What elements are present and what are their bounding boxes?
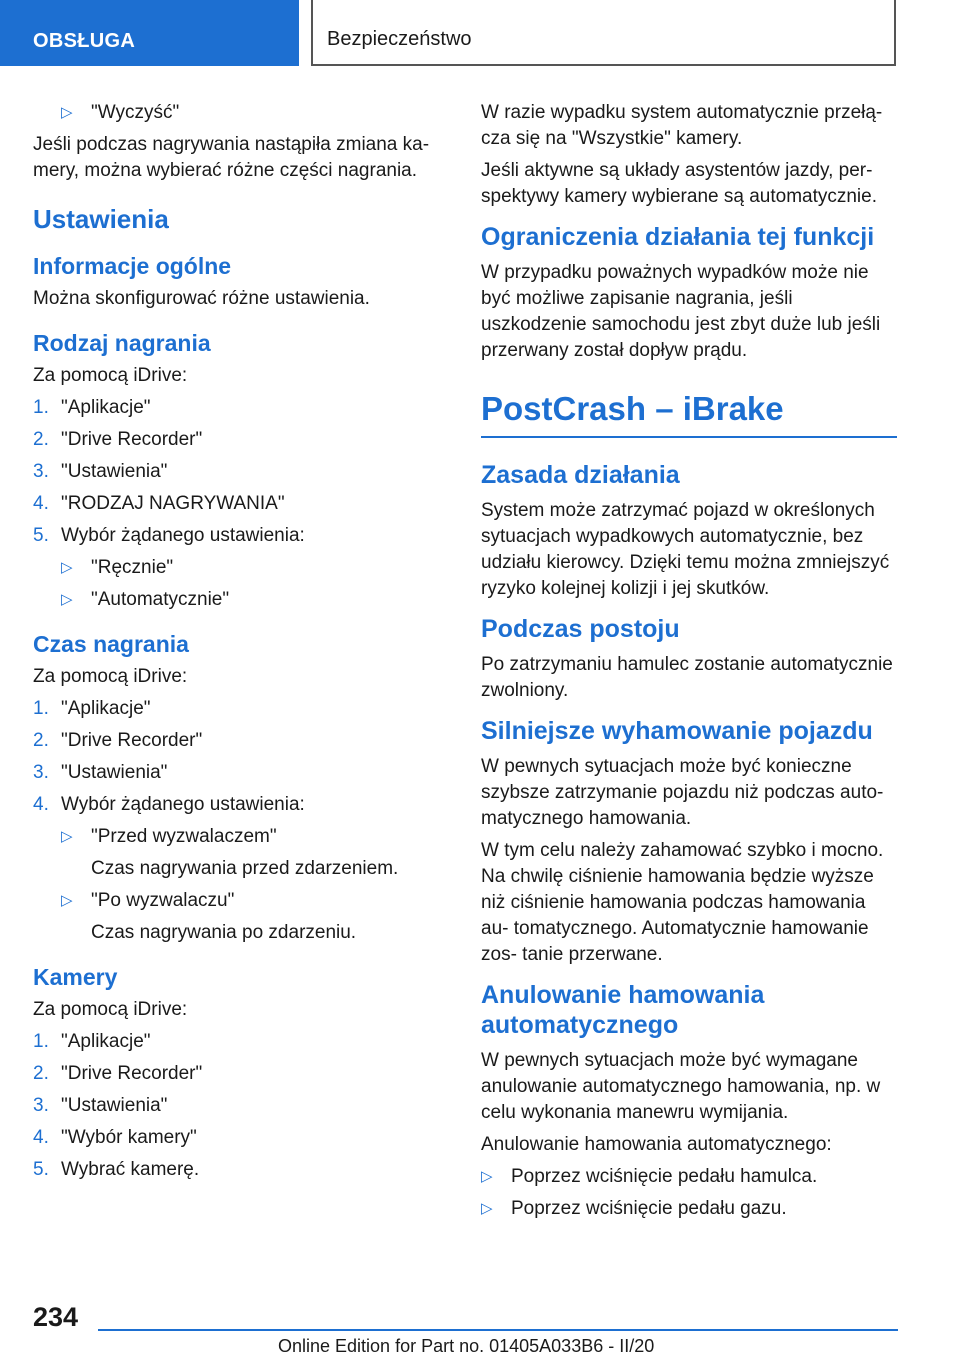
heading-stronger-braking: Silniejsze wyhamowanie pojazdu bbox=[481, 717, 873, 745]
triangle-bullet-icon: ▷ bbox=[61, 559, 73, 576]
paragraph: Jeśli aktywne są układy asystentów jazdy, per- spektywy kamery wybierane są automatycznie. bbox=[481, 160, 877, 207]
option-description: Czas nagrywania po zdarzeniu. bbox=[91, 922, 357, 943]
paragraph: Jeśli podczas nagrywania nastąpiła zmiana ka- mery, można wybierać różne części nagrania. bbox=[33, 134, 430, 181]
list-item: 4. "RODZAJ NAGRYWANIA" bbox=[33, 493, 285, 514]
list-item: ▷ "Wyczyść" bbox=[33, 100, 433, 126]
triangle-bullet-icon: ▷ bbox=[481, 1168, 493, 1185]
page-number: 234 bbox=[33, 1302, 79, 1332]
list-item: 3. "Ustawienia" bbox=[33, 461, 168, 482]
heading-recording-type: Rodzaj nagrania bbox=[33, 330, 211, 356]
list-item: 5. Wybór żądanego ustawienia: bbox=[33, 525, 305, 546]
list-item: 1. "Aplikacje" bbox=[33, 698, 151, 719]
heading-cameras: Kamery bbox=[33, 964, 118, 990]
paragraph: Anulowanie hamowania automatycznego: bbox=[481, 1134, 832, 1155]
paragraph: W tym celu należy zahamować szybko i mocno. Na chwilę ciśnienie hamowania będzie wyższe niż ciśnienie hamowania podczas hamowania au- tomatycznego. Automatycznie hamowanie zos- tanie przerwane. bbox=[481, 840, 884, 965]
triangle-bullet-icon: ▷ bbox=[61, 828, 73, 845]
heading-postcrash: PostCrash – iBrake bbox=[481, 390, 897, 438]
heading-general: Informacje ogólne bbox=[33, 253, 232, 279]
chapter-tab bbox=[311, 0, 896, 66]
list-item: 1. "Aplikacje" bbox=[33, 1031, 151, 1052]
list-item: 2. "Drive Recorder" bbox=[33, 429, 203, 450]
page-header bbox=[0, 0, 960, 66]
paragraph: W przypadku poważnych wypadków może nie być możliwe zapisanie nagrania, jeśli uszkodzenie samochodu jest zbyt duże lub jeśli przerwany został dopływ prądu. bbox=[481, 262, 881, 361]
paragraph: System może zatrzymać pojazd w określonych sytuacjach wypadkowych automatycznie, bez udziału kierowcy. Dzięki temu można zmniejszyć ryzyko kolejnej kolizji i jej skutków. bbox=[481, 500, 890, 599]
triangle-bullet-icon: ▷ bbox=[61, 104, 73, 121]
paragraph: Po zatrzymaniu hamulec zostanie automatycznie zwolniony. bbox=[481, 654, 893, 701]
paragraph: W pewnych sytuacjach może być konieczne szybsze zatrzymanie pojazdu niż podczas auto- matycznego hamowania. bbox=[481, 756, 884, 829]
list-item: 4. Wybór żądanego ustawienia: bbox=[33, 794, 305, 815]
footer-divider bbox=[98, 1329, 898, 1331]
list-item: 3. "Ustawienia" bbox=[33, 1095, 168, 1116]
list-item: ▷ "Ręcznie" bbox=[33, 555, 433, 581]
paragraph: W pewnych sytuacjach może być wymagane anulowanie automatycznego hamowania, np. w celu wykonania manewru wymijania. bbox=[481, 1050, 881, 1123]
list-item: ▷ Poprzez wciśnięcie pedału hamulca. bbox=[481, 1164, 897, 1190]
list-item: ▷ "Po wyzwalaczu" bbox=[33, 888, 433, 914]
right-column bbox=[481, 100, 897, 1228]
heading-settings: Ustawienia bbox=[33, 204, 169, 234]
heading-limits: Ograniczenia działania tej funkcji bbox=[481, 223, 875, 251]
list-item: 2. "Drive Recorder" bbox=[33, 730, 203, 751]
triangle-bullet-icon: ▷ bbox=[61, 892, 73, 909]
section-label: OBSŁUGA bbox=[33, 30, 136, 52]
heading-recording-time: Czas nagrania bbox=[33, 631, 189, 657]
section-tab bbox=[0, 0, 299, 66]
list-item: ▷ Poprzez wciśnięcie pedału gazu. bbox=[481, 1196, 897, 1222]
paragraph: Za pomocą iDrive: bbox=[33, 666, 188, 687]
option-description: Czas nagrywania przed zdarzeniem. bbox=[91, 858, 399, 879]
edition-note: Online Edition for Part no. 01405A033B6 - II/20 bbox=[278, 1336, 655, 1356]
paragraph: W razie wypadku system automatycznie przełą- cza się na "Wszystkie" kamery. bbox=[481, 102, 883, 149]
triangle-bullet-icon: ▷ bbox=[61, 591, 73, 608]
list-item: 1. "Aplikacje" bbox=[33, 397, 151, 418]
list-item: 5. Wybrać kamerę. bbox=[33, 1159, 200, 1180]
paragraph: Za pomocą iDrive: bbox=[33, 365, 188, 386]
triangle-bullet-icon: ▷ bbox=[481, 1200, 493, 1217]
heading-principle: Zasada działania bbox=[481, 461, 680, 489]
paragraph: Można skonfigurować różne ustawienia. bbox=[33, 288, 370, 309]
list-item: ▷ "Przed wyzwalaczem" bbox=[33, 824, 433, 850]
heading-standstill: Podczas postoju bbox=[481, 615, 680, 643]
left-column bbox=[33, 100, 433, 1189]
list-item: 4. "Wybór kamery" bbox=[33, 1127, 197, 1148]
list-item: 2. "Drive Recorder" bbox=[33, 1063, 203, 1084]
chapter-label: Bezpieczeństwo bbox=[327, 28, 472, 50]
paragraph: Za pomocą iDrive: bbox=[33, 999, 188, 1020]
list-item: ▷ "Automatycznie" bbox=[33, 587, 433, 613]
list-item: 3. "Ustawienia" bbox=[33, 762, 168, 783]
heading-cancel-braking: Anulowanie hamowania automatycznego bbox=[481, 981, 765, 1039]
